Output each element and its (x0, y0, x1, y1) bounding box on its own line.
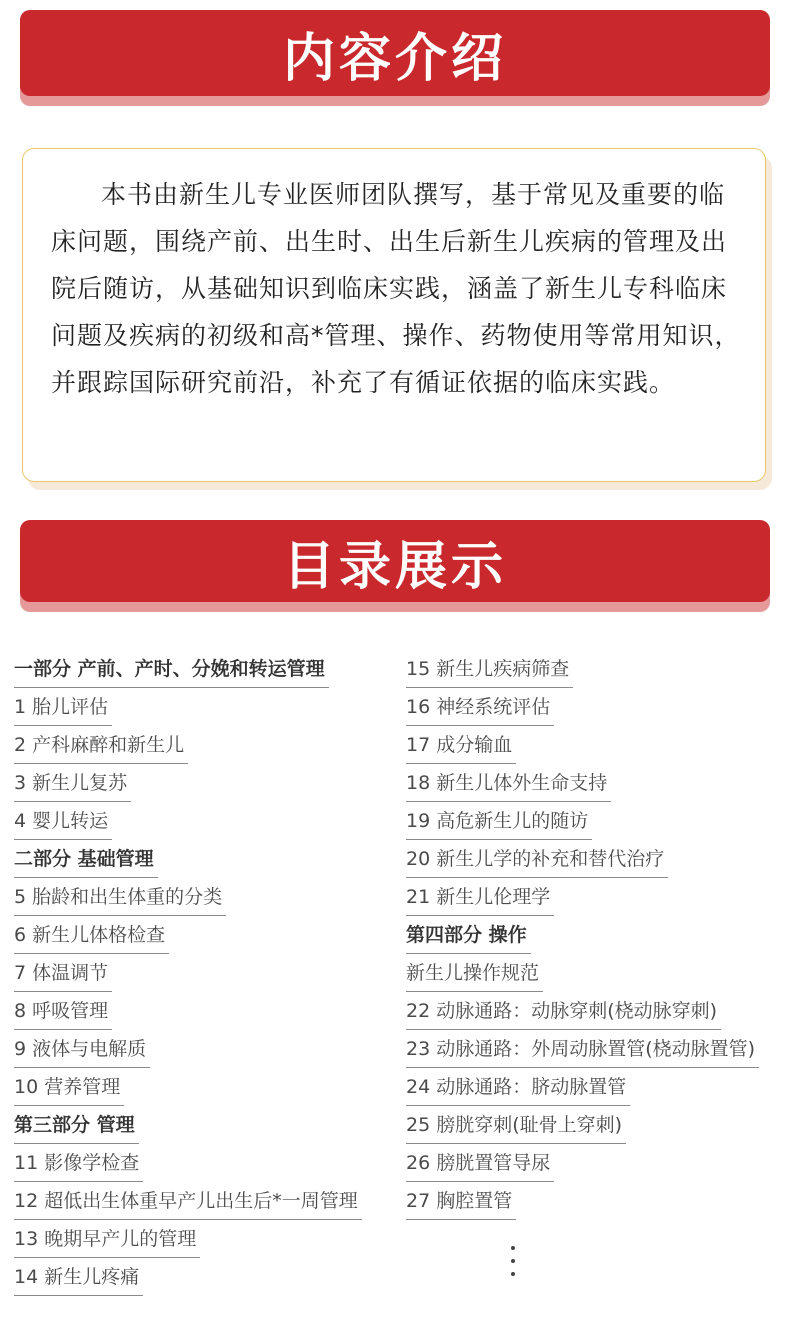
toc-section-heading: 二部分 基础管理 (14, 840, 158, 878)
toc-entry: 19 高危新生儿的随访 (406, 802, 592, 840)
toc-entry: 2 产科麻醉和新生儿 (14, 726, 188, 764)
toc-entry: 12 超低出生体重早产儿出生后*一周管理 (14, 1182, 362, 1220)
toc-entry: 8 呼吸管理 (14, 992, 112, 1030)
toc-entry: 新生儿操作规范 (406, 954, 543, 992)
toc-entry: 11 影像学检查 (14, 1144, 143, 1182)
toc-section-heading: 一部分 产前、产时、分娩和转运管理 (14, 650, 329, 688)
toc-entry: 25 膀胱穿刺(耻骨上穿刺) (406, 1106, 626, 1144)
toc-entry: 23 动脉通路：外周动脉置管(桡动脉置管) (406, 1030, 759, 1068)
toc-title: 目录展示 (282, 536, 507, 597)
toc-entry: 6 新生儿体格检查 (14, 916, 169, 954)
toc-right-column (406, 650, 790, 1220)
toc-entry: 7 体温调节 (14, 954, 112, 992)
intro-title: 内容介绍 (282, 28, 507, 89)
toc-section-heading: 第三部分 管理 (14, 1106, 139, 1144)
intro-banner (20, 10, 770, 96)
toc-entry: 17 成分输血 (406, 726, 516, 764)
toc-entry: 13 晚期早产儿的管理 (14, 1220, 200, 1258)
toc-entry: 15 新生儿疾病筛查 (406, 650, 573, 688)
intro-banner-face (20, 10, 770, 96)
toc-entry: 26 膀胱置管导尿 (406, 1144, 554, 1182)
toc-entry: 16 神经系统评估 (406, 688, 554, 726)
toc-entry: 5 胎龄和出生体重的分类 (14, 878, 226, 916)
toc-entry: 14 新生儿疼痛 (14, 1258, 143, 1296)
toc-entry: 21 新生儿伦理学 (406, 878, 554, 916)
toc-entry: 18 新生儿体外生命支持 (406, 764, 611, 802)
intro-text: 本书由新生儿专业医师团队撰写，基于常见及重要的临床问题，围绕产前、出生时、出生后新生儿疾病的管理及出院后随访，从基础知识到临床实践，涵盖了新生儿专科临床问题及疾病的初级和高*管理、操作、药物使用等常用知识，并跟踪国际研究前沿，补充了有循证依据的临床实践。 (51, 180, 741, 397)
toc-entry: 20 新生儿学的补充和替代治疗 (406, 840, 668, 878)
toc-entry: 24 动脉通路：脐动脉置管 (406, 1068, 630, 1106)
toc-section-heading: 第四部分 操作 (406, 916, 531, 954)
ellipsis-icon (511, 1246, 515, 1285)
toc-entry: 22 动脉通路：动脉穿刺(桡动脉穿刺) (406, 992, 721, 1030)
toc-entry: 3 新生儿复苏 (14, 764, 131, 802)
intro-card (22, 148, 766, 482)
toc-entry: 1 胎儿评估 (14, 688, 112, 726)
toc-entry: 4 婴儿转运 (14, 802, 112, 840)
toc-banner-face (20, 520, 770, 602)
toc-entry: 27 胸腔置管 (406, 1182, 516, 1220)
toc-banner (20, 520, 770, 602)
toc-entry: 9 液体与电解质 (14, 1030, 150, 1068)
toc-entry: 10 营养管理 (14, 1068, 124, 1106)
toc-left-column (14, 650, 399, 1296)
